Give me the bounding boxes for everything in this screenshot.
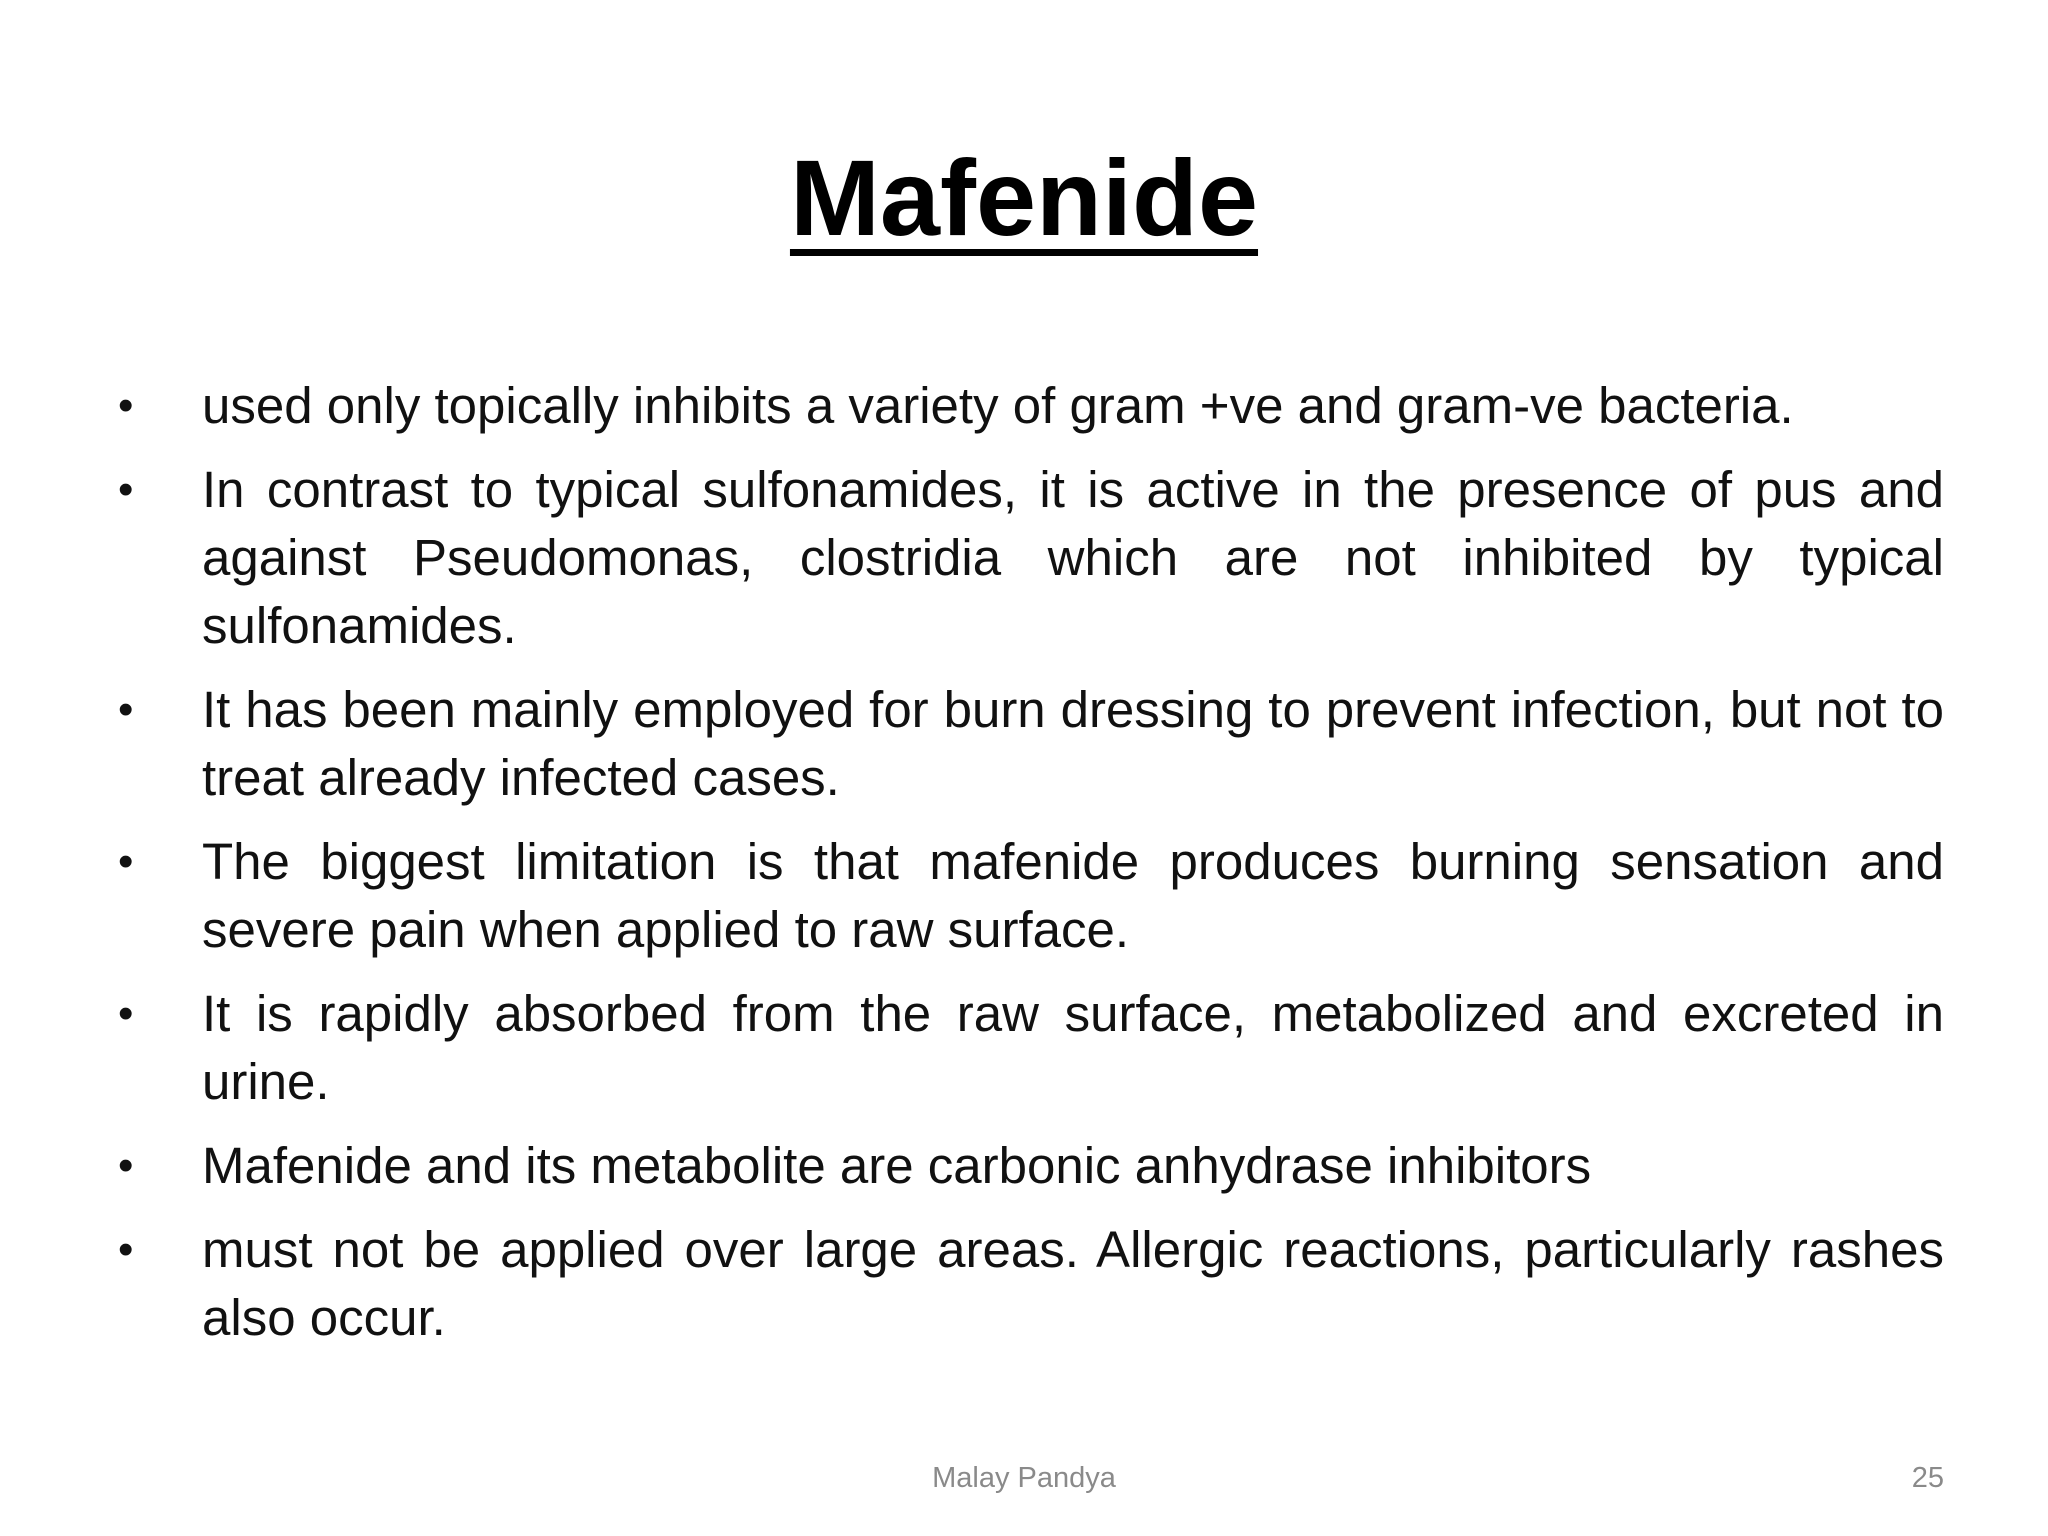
bullet-marker: • — [118, 685, 134, 734]
bullet-marker: • — [118, 837, 134, 886]
bullet-list — [118, 372, 1944, 1368]
bullet-item — [118, 676, 1944, 812]
bullet-marker: • — [118, 989, 134, 1038]
bullet-item — [118, 828, 1944, 964]
bullet-marker: • — [118, 1141, 134, 1190]
footer-author: Malay Pandya — [932, 1462, 1116, 1494]
bullet-item — [118, 456, 1944, 660]
bullet-text: must not be applied over large areas. Allergic reactions, particularly rashes also occur. — [202, 1221, 1944, 1346]
bullet-item — [118, 980, 1944, 1116]
slide-title: Mafenide — [789, 137, 1259, 258]
bullet-text: Mafenide and its metabolite are carbonic anhydrase inhibitors — [202, 1137, 1592, 1194]
bullet-item — [118, 1132, 1944, 1200]
bullet-item — [118, 372, 1944, 440]
slide-number: 25 — [1911, 1462, 1944, 1494]
bullet-marker: • — [118, 465, 134, 514]
bullet-text: It is rapidly absorbed from the raw surface, metabolized and excreted in urine. — [202, 985, 1944, 1110]
bullet-text: It has been mainly employed for burn dressing to prevent infection, but not to treat already infected cases. — [202, 681, 1944, 806]
bullet-marker: • — [118, 381, 134, 430]
bullet-marker: • — [118, 1225, 134, 1274]
bullet-text: used only topically inhibits a variety of gram +ve and gram-ve bacteria. — [202, 377, 1794, 434]
bullet-text: The biggest limitation is that mafenide produces burning sensation and severe pain when applied to raw surface. — [202, 833, 1944, 958]
bullet-item — [118, 1216, 1944, 1352]
bullet-text: In contrast to typical sulfonamides, it is active in the presence of pus and against Pseudomonas, clostridia which are not inhibited by typical sulfonamides. — [202, 461, 1944, 654]
